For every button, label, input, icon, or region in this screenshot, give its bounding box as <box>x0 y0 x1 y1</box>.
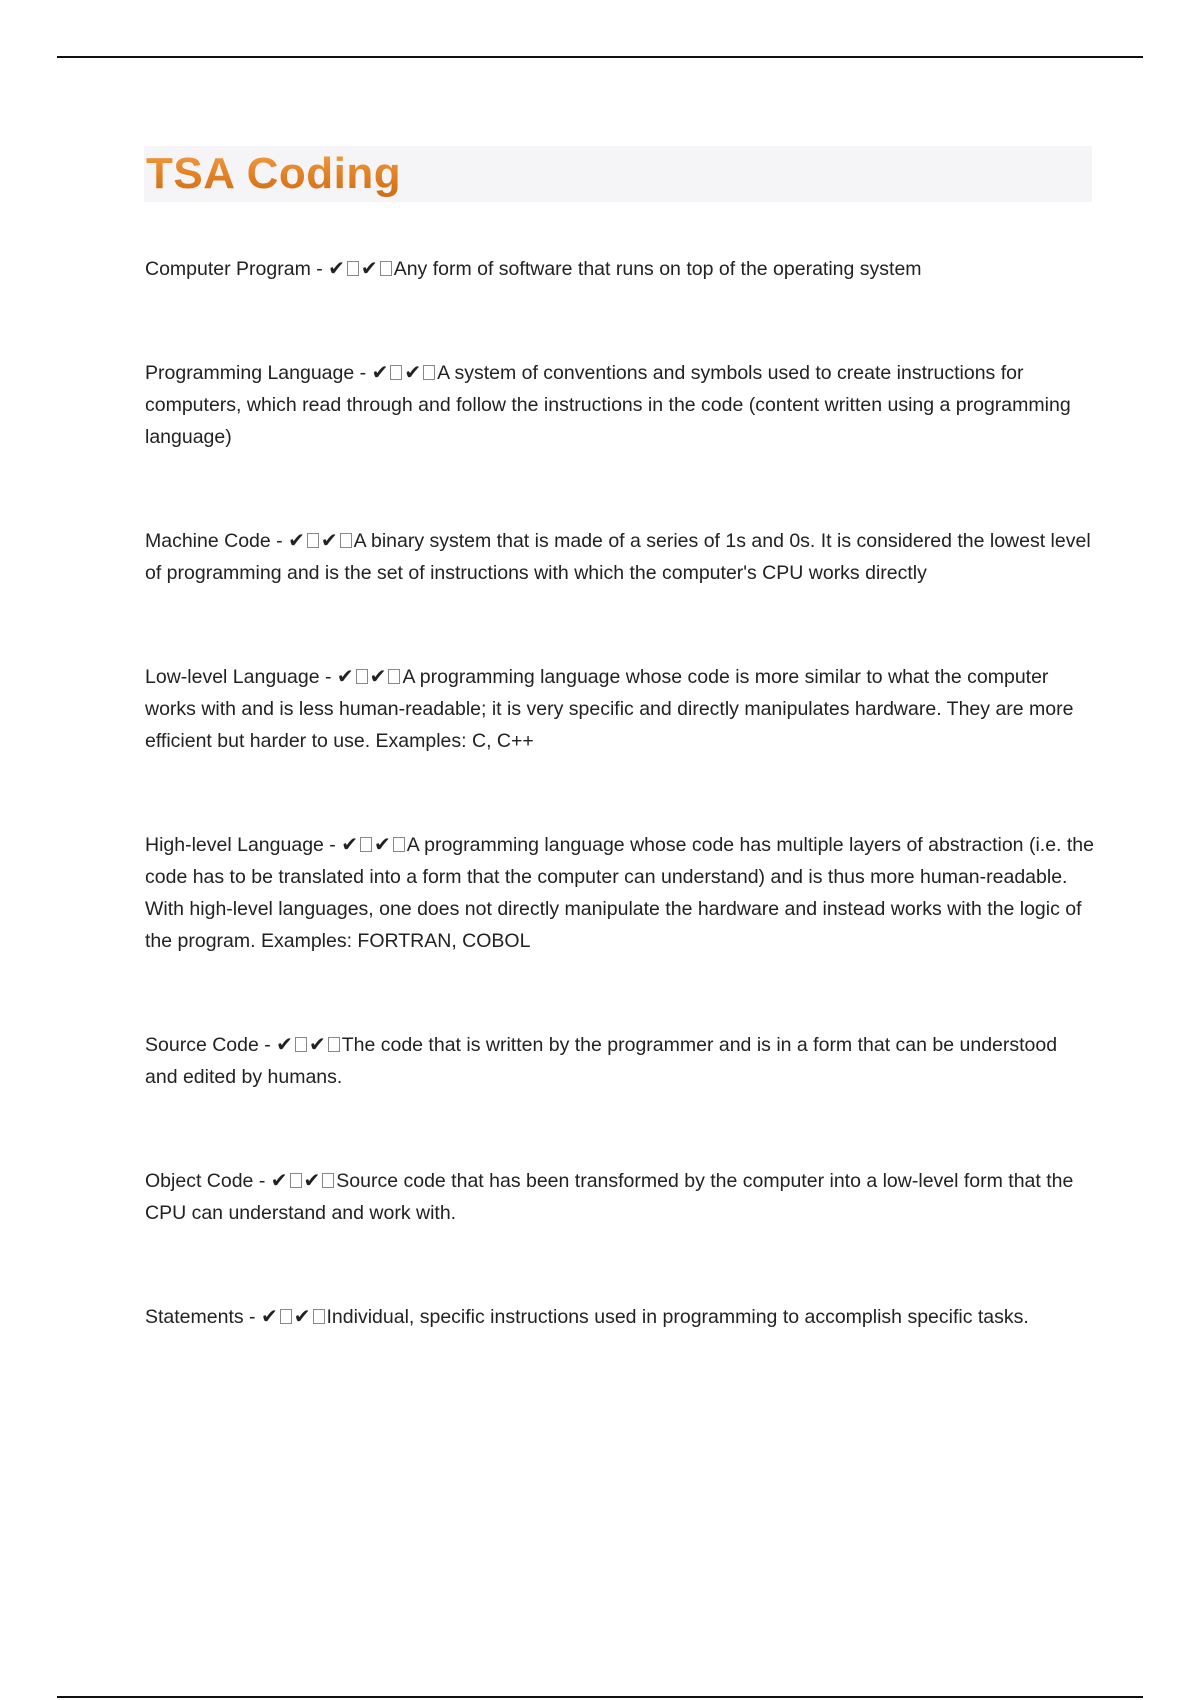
box-icon <box>347 261 359 276</box>
box-icon <box>423 365 435 380</box>
entry-term: Low-level Language <box>145 666 320 688</box>
check-icon: ✔ <box>336 664 354 688</box>
entry-definition: The code that is written by the programmer and is in a form that can be understood and edited by humans. <box>145 1034 1058 1088</box>
box-icon <box>295 1037 307 1052</box>
entry-separator: - <box>354 362 372 384</box>
entry-separator: - <box>310 258 329 280</box>
entry-term: Object Code <box>145 1170 254 1192</box>
top-rule <box>57 56 1143 58</box>
check-icon: ✔ <box>308 1032 326 1056</box>
entry-term: Statements <box>145 1306 244 1328</box>
box-icon <box>322 1173 334 1188</box>
check-icon: ✔ <box>369 664 387 688</box>
entry-separator: - <box>323 834 342 856</box>
check-icon: ✔ <box>371 360 389 384</box>
box-icon <box>290 1173 302 1188</box>
check-icon: ✔ <box>360 256 378 280</box>
box-icon <box>390 365 402 380</box>
entry-term: Programming Language <box>145 362 355 384</box>
entry-term: High-level Language <box>145 834 324 856</box>
entry-definition: A system of conventions and symbols used to create instructions for computers, which read through and follow the instructions in the code (content written using a programming language) <box>145 362 1071 448</box>
check-icon: ✔ <box>374 832 391 856</box>
check-icon: ✔ <box>270 1168 288 1192</box>
check-icon: ✔ <box>293 1304 311 1328</box>
check-icon: ✔ <box>260 1304 278 1328</box>
box-icon <box>280 1309 292 1324</box>
entry-separator: - <box>319 666 337 688</box>
glossary-entry <box>145 1164 1095 1229</box>
entry-separator: - <box>243 1306 261 1328</box>
check-icon: ✔ <box>341 832 358 856</box>
entry-definition: A programming language whose code is more similar to what the computer works with and is less human-readable; it is very specific and directly manipulates hardware. They are more efficient but harder to use. Examples: C, C++ <box>145 666 1074 752</box>
glossary-entry <box>145 1300 1095 1333</box>
check-icon: ✔ <box>276 1032 293 1056</box>
glossary-list <box>145 252 1095 1333</box>
entry-separator: - <box>270 530 289 552</box>
entry-definition: Individual, specific instructions used in programming to accomplish specific tasks. <box>326 1306 1029 1328</box>
entry-term: Machine Code <box>145 530 271 552</box>
document-title: TSA Coding <box>146 146 401 202</box>
check-icon: ✔ <box>404 360 422 384</box>
glossary-entry <box>145 524 1095 589</box>
entry-definition: Source code that has been transformed by the computer into a low-level form that the CPU can understand and work with. <box>145 1170 1074 1224</box>
glossary-entry <box>145 252 1095 285</box>
box-icon <box>388 669 400 684</box>
box-icon <box>328 1037 340 1052</box>
entry-separator: - <box>258 1034 277 1056</box>
entry-definition: A programming language whose code has multiple layers of abstraction (i.e. the code has to be translated into a form that the computer can understand) and is thus more human-readable. With high-level languages, one does not directly manipulate the hardware and instead works with the logic of the program. Examples: FORTRAN, COBOL <box>145 834 1094 952</box>
entry-separator: - <box>253 1170 271 1192</box>
box-icon <box>360 837 372 852</box>
box-icon <box>380 261 392 276</box>
entry-term: Source Code <box>145 1034 259 1056</box>
entry-definition: A binary system that is made of a series of 1s and 0s. It is considered the lowest level of programming and is the set of instructions with which the computer's CPU works directly <box>145 530 1091 584</box>
check-icon: ✔ <box>303 1168 321 1192</box>
check-icon: ✔ <box>320 528 338 552</box>
glossary-entry <box>145 660 1095 757</box>
box-icon <box>313 1309 325 1324</box>
box-icon <box>307 533 319 548</box>
box-icon <box>340 533 352 548</box>
entry-definition: Any form of software that runs on top of the operating system <box>393 258 922 280</box>
glossary-entry <box>145 828 1095 957</box>
check-icon: ✔ <box>328 256 345 280</box>
check-icon: ✔ <box>288 528 305 552</box>
box-icon <box>356 669 368 684</box>
glossary-entry <box>145 1028 1095 1093</box>
bottom-rule <box>57 1696 1143 1698</box>
glossary-entry <box>145 356 1095 453</box>
entry-term: Computer Program <box>145 258 311 280</box>
box-icon <box>393 837 405 852</box>
